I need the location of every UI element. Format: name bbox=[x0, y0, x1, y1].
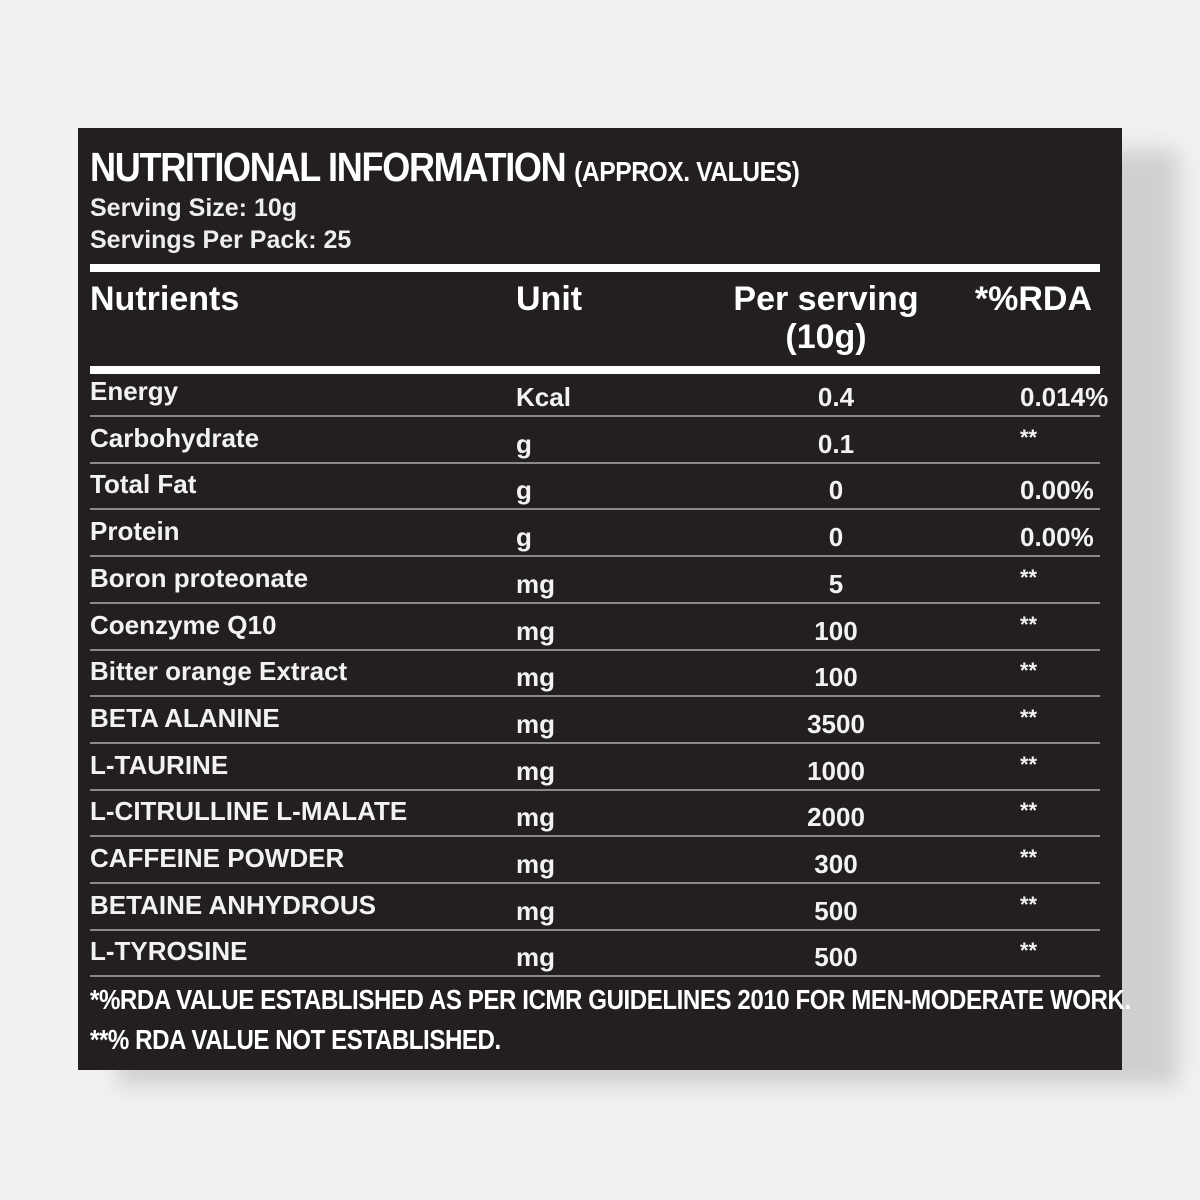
nutrient-unit: mg bbox=[516, 942, 555, 973]
label-title bbox=[90, 144, 799, 191]
nutrient-per-serving: 100 bbox=[814, 615, 858, 646]
table-row bbox=[90, 882, 1100, 931]
table-row bbox=[90, 415, 1100, 464]
nutrient-per-serving: 3500 bbox=[807, 708, 865, 739]
nutrient-rda: ** bbox=[1020, 798, 1038, 824]
nutrient-name: Coenzyme Q10 bbox=[90, 609, 277, 640]
header-per-serving bbox=[666, 280, 986, 356]
nutrient-unit: mg bbox=[516, 895, 555, 926]
title-main: NUTRITIONAL INFORMATION bbox=[90, 144, 566, 190]
nutrient-per-serving: 0.4 bbox=[817, 382, 855, 412]
nutrient-name: Total Fat bbox=[90, 469, 197, 500]
nutrient-unit: Kcal bbox=[516, 382, 571, 412]
nutrient-per-serving: 0.1 bbox=[817, 428, 855, 459]
title-note: (APPROX. VALUES) bbox=[574, 156, 800, 187]
footnote-rda-established: *%RDA VALUE ESTABLISHED AS PER ICMR GUIDELINES 2010 FOR MEN-MODERATE WORK. bbox=[90, 984, 1131, 1015]
servings-per-pack: Servings Per Pack: 25 bbox=[90, 226, 352, 254]
nutrient-rda: ** bbox=[1020, 658, 1038, 684]
nutrient-rda: ** bbox=[1020, 564, 1038, 590]
footnote-rda-not-established: **% RDA VALUE NOT ESTABLISHED. bbox=[90, 1024, 501, 1055]
nutrient-unit: mg bbox=[516, 755, 555, 786]
table-row bbox=[90, 835, 1100, 884]
nutrient-name: CAFFEINE POWDER bbox=[90, 843, 345, 873]
nutrient-unit: mg bbox=[516, 849, 555, 879]
nutrient-name: L-TYROSINE bbox=[90, 936, 248, 967]
nutrient-name: BETAINE ANHYDROUS bbox=[90, 889, 377, 920]
nutrient-unit: g bbox=[516, 428, 532, 459]
nutrient-rda: ** bbox=[1020, 891, 1038, 917]
nutrient-name: Bitter orange Extract bbox=[90, 656, 348, 687]
nutrient-unit: mg bbox=[516, 802, 555, 833]
nutrient-unit: mg bbox=[516, 662, 555, 693]
header-per-serving-line2: (10g) bbox=[785, 318, 867, 356]
nutrient-rda: 0.00% bbox=[1020, 475, 1094, 506]
nutrient-rda: ** bbox=[1020, 845, 1038, 870]
nutrient-unit: g bbox=[516, 522, 532, 553]
table-row bbox=[90, 788, 1100, 837]
table-row bbox=[90, 368, 1109, 417]
nutrient-name: Boron proteonate bbox=[90, 562, 309, 593]
header-unit: Unit bbox=[516, 280, 583, 318]
nutrient-unit: mg bbox=[516, 708, 555, 739]
nutrient-rda: ** bbox=[1020, 611, 1038, 637]
header-rda: *%RDA bbox=[974, 280, 1092, 318]
table-row bbox=[90, 508, 1100, 557]
nutrient-rda: ** bbox=[1020, 751, 1038, 777]
nutrient-rda: ** bbox=[1020, 938, 1038, 964]
table-row bbox=[90, 648, 1100, 697]
nutrient-per-serving: 2000 bbox=[807, 802, 865, 833]
nutrient-name: Protein bbox=[90, 516, 180, 547]
nutrient-per-serving: 5 bbox=[828, 568, 844, 599]
nutrient-name: Energy bbox=[90, 376, 179, 406]
nutrient-unit: mg bbox=[516, 568, 555, 599]
table-row bbox=[90, 461, 1100, 510]
table-row bbox=[90, 928, 1100, 977]
nutrient-name: BETA ALANINE bbox=[90, 702, 280, 733]
nutrient-per-serving: 0 bbox=[828, 522, 844, 553]
nutrient-per-serving: 100 bbox=[814, 662, 858, 693]
nutrient-rda: ** bbox=[1020, 424, 1038, 450]
nutrient-name: Carbohydrate bbox=[90, 422, 260, 453]
header-nutrients: Nutrients bbox=[90, 280, 240, 318]
serving-size: Serving Size: 10g bbox=[90, 194, 298, 222]
nutrient-per-serving: 300 bbox=[814, 849, 858, 879]
nutrient-name: L-CITRULLINE L-MALATE bbox=[90, 796, 408, 827]
nutrient-name: L-TAURINE bbox=[90, 749, 229, 780]
nutrient-per-serving: 0 bbox=[828, 475, 844, 506]
table-row bbox=[90, 555, 1100, 604]
header-rule-top bbox=[90, 264, 1100, 272]
nutrient-rda: 0.014% bbox=[1020, 382, 1109, 412]
nutrient-unit: g bbox=[516, 475, 532, 506]
nutrient-rda: ** bbox=[1020, 704, 1038, 730]
table-row bbox=[90, 742, 1100, 791]
nutrient-rda: 0.00% bbox=[1020, 522, 1094, 553]
table-row bbox=[90, 602, 1100, 651]
nutrient-per-serving: 500 bbox=[814, 895, 858, 926]
nutrition-label-panel bbox=[78, 128, 1131, 1070]
nutrient-per-serving: 1000 bbox=[807, 755, 865, 786]
nutrient-unit: mg bbox=[516, 615, 555, 646]
nutrient-per-serving: 500 bbox=[814, 942, 858, 973]
header-per-serving-line1: Per serving bbox=[733, 280, 919, 318]
table-row bbox=[90, 695, 1100, 744]
